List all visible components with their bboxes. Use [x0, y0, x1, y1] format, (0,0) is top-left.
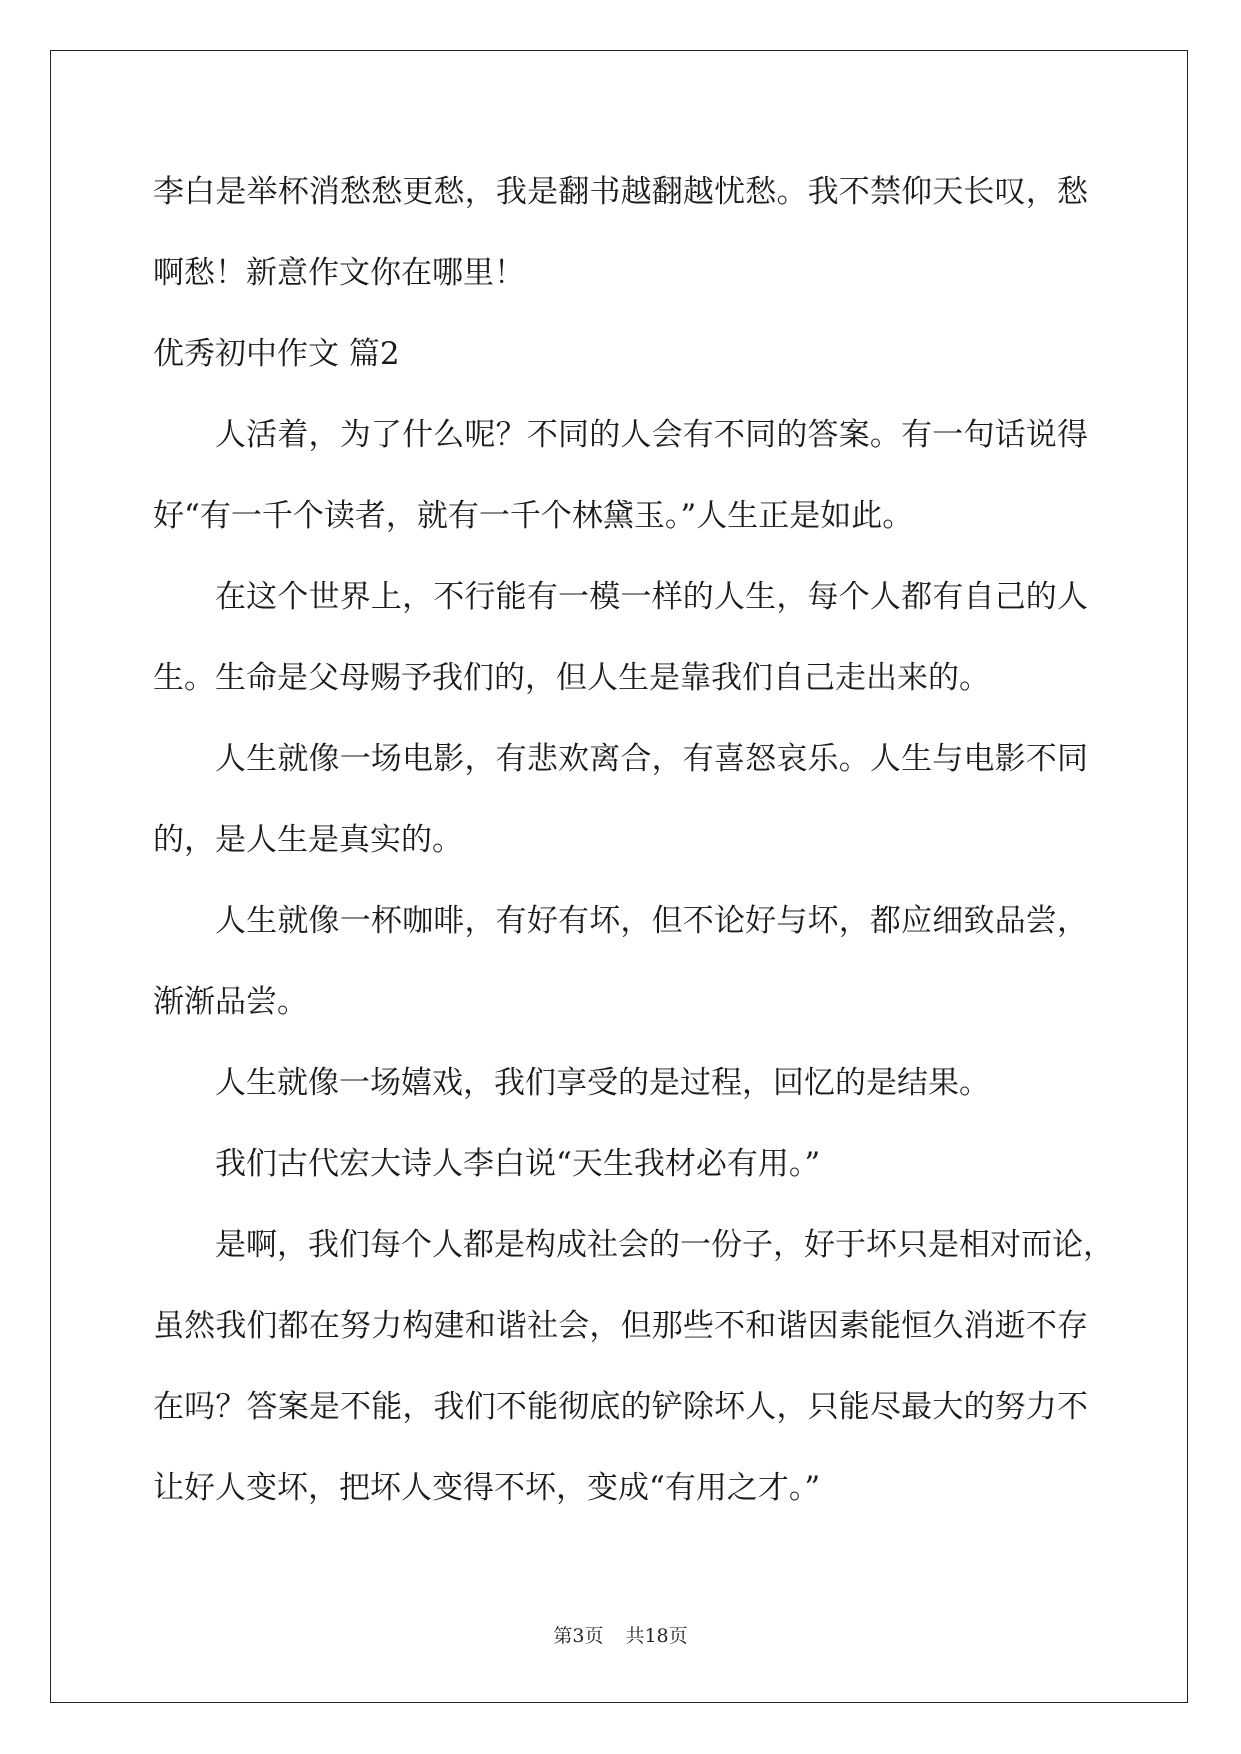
- section-heading: 优秀初中作文 篇2: [153, 336, 400, 372]
- paragraph-line: 虽然我们都在努力构建和谐社会，但那些不和谐因素能恒久消逝不存: [153, 1308, 1088, 1344]
- paragraph-line: 在吗？答案是不能，我们不能彻底的铲除坏人，只能尽最大的努力不: [153, 1389, 1088, 1425]
- paragraph-line: 渐渐品尝。: [153, 984, 308, 1020]
- page-number: 第3页: [553, 1625, 604, 1647]
- paragraph-line: 人生就像一场嬉戏，我们享受的是过程，回忆的是结果。: [215, 1065, 990, 1101]
- paragraph-line: 人生就像一杯咖啡，有好有坏，但不论好与坏，都应细致品尝，: [215, 903, 1088, 939]
- paragraph-line: 在这个世界上，不行能有一模一样的人生，每个人都有自己的人: [215, 579, 1088, 615]
- paragraph: [153, 395, 1088, 557]
- paragraph-line: 的，是人生是真实的。: [153, 822, 463, 858]
- paragraph-line: 是啊，我们每个人都是构成社会的一份子，好于坏只是相对而论，: [215, 1227, 1114, 1263]
- paragraph-line: 好“有一千个读者，就有一千个林黛玉。”人生正是如此。: [153, 498, 914, 534]
- paragraph: [153, 1124, 1088, 1205]
- paragraph-line: 人活着，为了什么呢？不同的人会有不同的答案。有一句话说得: [215, 417, 1088, 453]
- paragraph-line: 啊愁！新意作文你在哪里！: [153, 255, 525, 291]
- paragraph-line: 李白是举杯消愁愁更愁，我是翻书越翻越忧愁。我不禁仰天长叹，愁: [153, 174, 1088, 210]
- paragraph: [153, 557, 1088, 719]
- paragraph: [153, 1205, 1114, 1529]
- document-body: [153, 152, 1114, 1529]
- paragraph: [153, 719, 1088, 881]
- continued-paragraph: [153, 152, 1088, 314]
- page-footer: [0, 1622, 1241, 1650]
- paragraph: [153, 881, 1088, 1043]
- paragraph-line: 让好人变坏，把坏人变得不坏，变成“有用之才。”: [153, 1470, 821, 1506]
- paragraph-line: 生。生命是父母赐予我们的，但人生是靠我们自己走出来的。: [153, 660, 990, 696]
- paragraph-line: 我们古代宏大诗人李白说“天生我材必有用。”: [215, 1146, 821, 1182]
- page-total: 共18页: [625, 1625, 688, 1647]
- paragraph: [153, 1043, 1088, 1124]
- paragraph-line: 人生就像一场电影，有悲欢离合，有喜怒哀乐。人生与电影不同: [215, 741, 1088, 777]
